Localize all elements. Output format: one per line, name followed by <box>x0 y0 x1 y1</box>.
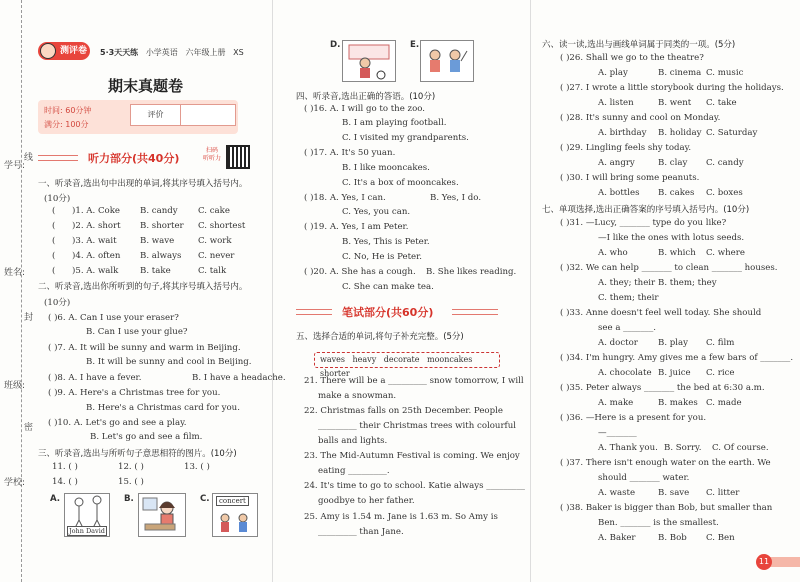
picture-d <box>342 40 396 82</box>
q34-opt-c: C. rice <box>706 368 735 378</box>
q21-b: make a snowman. <box>318 391 397 401</box>
q30-question: ( )30. I will bring some peanuts. <box>560 173 700 183</box>
word-bank: waves heavy decorate mooncakes shorter <box>314 352 500 368</box>
q21-a: 21. There will be a _________ snow tomorrow, I will <box>304 376 524 386</box>
page-number: 11 <box>756 554 772 570</box>
q35-a: ( )35. Peter always _______ the bed at 6:30 a.m. <box>560 383 765 393</box>
q10-b: B. Let's go and see a film. <box>90 432 203 442</box>
secret-mark: 密 <box>24 423 34 433</box>
answer-bracket[interactable]: ( <box>52 206 56 216</box>
q37-a: ( )37. There isn't enough water on the earth. We <box>560 458 771 468</box>
q30-option: A. bottles <box>598 188 640 198</box>
q38-b: Ben. _______ is the smallest. <box>598 518 719 528</box>
q24-a: 24. It's time to go to school. Katie always _________ <box>304 481 525 491</box>
q34-opt-b: B. juice <box>658 368 691 378</box>
s1-option: C. cake <box>198 206 230 216</box>
mascot-icon <box>40 43 56 59</box>
cut-line <box>21 0 22 582</box>
pic-a-caption: John David <box>69 527 105 535</box>
q31-opt-c: C. where <box>706 248 745 258</box>
s1-option: )2. A. short <box>72 221 121 231</box>
class-label: 班级: <box>4 381 26 391</box>
s3-title: 三、听录音,选出与所听句子意思相符的图片。(10分) <box>38 449 237 459</box>
football-player-icon <box>343 41 395 81</box>
q18-c: C. Yes, you can. <box>342 207 411 217</box>
q20-c: C. She can make tea. <box>342 282 434 292</box>
q28-option: A. birthday <box>598 128 647 138</box>
q33-opt-b: B. play <box>658 338 689 348</box>
q30-option: C. boxes <box>706 188 743 198</box>
q37-b: should _______ water. <box>598 473 690 483</box>
edition-label: XS <box>233 48 244 57</box>
pic-label-e: E. <box>410 40 420 50</box>
s1-option: C. shortest <box>198 221 246 231</box>
s1-option: )5. A. walk <box>72 266 119 276</box>
listening-heading: 听力部分(共40分) <box>88 152 180 165</box>
subject-label: 小学英语 <box>145 48 178 57</box>
q36-opt-b: B. Sorry. <box>664 443 702 453</box>
q37-opt-a: A. waste <box>598 488 636 498</box>
q22-b: _________ their Christmas trees with colourful <box>318 421 517 431</box>
s4-title: 四、听录音,选出正确的答语。(10分) <box>296 92 436 102</box>
q36-opt-c: C. Of course. <box>712 443 769 453</box>
q32-opt-b: B. them; they <box>658 278 717 288</box>
time-limit: 时间: 60分钟 <box>44 106 92 115</box>
q11: 11. ( ) <box>52 462 78 472</box>
q38-opt-c: C. Ben <box>706 533 735 543</box>
q36-b: —_______ <box>598 428 637 438</box>
s1-option: C. talk <box>198 266 227 276</box>
heading-ornament <box>38 155 78 161</box>
exam-badge <box>38 42 90 60</box>
q15: 15. ( ) <box>118 477 144 487</box>
q31-opt-b: B. which <box>658 248 696 258</box>
q9-b: B. Here's a Christmas card for you. <box>86 403 240 413</box>
q22-a: 22. Christmas falls on 25th December. People <box>304 406 503 416</box>
picture-a <box>64 493 110 537</box>
q33-opt-a: A. doctor <box>598 338 638 348</box>
q8-a: ( )8. A. I have a fever. <box>48 373 142 383</box>
s1-score: (10分) <box>44 194 71 204</box>
name-label: 姓名: <box>4 268 26 278</box>
q32-opt-a: A. they; their <box>598 278 656 288</box>
badge-text: 测评卷 <box>60 46 88 56</box>
q25-a: 25. Amy is 1.54 m. Jane is 1.63 m. So Amy is <box>304 512 498 522</box>
s2-title: 二、听录音,选出你所听到的句子,将其序号填入括号内。 <box>38 282 248 292</box>
qr-code-icon[interactable] <box>226 145 250 169</box>
s1-title: 一、听录音,选出句中出现的单词,将其序号填入括号内。 <box>38 179 248 189</box>
q29-question: ( )29. Lingling feels shy today. <box>560 143 692 153</box>
written-heading: 笔试部分(共60分) <box>342 306 434 319</box>
q23-a: 23. The Mid-Autumn Festival is coming. We enjoy <box>304 451 520 461</box>
s6-title: 六、读一读,选出与画线单词属于同类的一项。(5分) <box>542 40 736 50</box>
s7-title: 七、单项选择,选出正确答案的序号填入括号内。(10分) <box>542 205 750 215</box>
s1-option: C. work <box>198 236 232 246</box>
q35-opt-a: A. make <box>598 398 634 408</box>
pic-label-a: A. <box>50 494 61 504</box>
heading-ornament <box>452 309 498 315</box>
s1-option: C. never <box>198 251 235 261</box>
q29-option: C. candy <box>706 158 744 168</box>
q7-a: ( )7. A. It will be sunny and warm in Beijing. <box>48 343 241 353</box>
q30-option: B. cakes <box>658 188 695 198</box>
pic-label-b: B. <box>124 494 134 504</box>
answer-bracket[interactable]: ( <box>52 266 56 276</box>
q16-c: C. I visited my grandparents. <box>342 133 469 143</box>
q32-a: ( )32. We can help _______ to clean _______ houses. <box>560 263 778 273</box>
q28-question: ( )28. It's sunny and cool on Monday. <box>560 113 721 123</box>
column-divider <box>530 0 531 582</box>
q12: 12. ( ) <box>118 462 144 472</box>
header-info <box>100 47 244 58</box>
q9-a: ( )9. A. Here's a Christmas tree for you. <box>48 388 221 398</box>
page-title: 期末真题卷 <box>108 77 184 95</box>
q14: 14. ( ) <box>52 477 78 487</box>
children-waving-icon <box>421 41 473 81</box>
q29-option: B. clay <box>658 158 688 168</box>
binding-margin <box>0 0 36 582</box>
q23-b: eating _________. <box>318 466 390 476</box>
q34-opt-a: A. chocolate <box>598 368 652 378</box>
q28-option: C. Saturday <box>706 128 758 138</box>
q27-option: A. listen <box>598 98 634 108</box>
picture-b <box>138 493 186 537</box>
qr-label: 扫码 听听力 <box>203 147 222 162</box>
q10-a: ( )10. A. Let's go and see a play. <box>48 418 187 428</box>
q26-option: B. cinema <box>658 68 702 78</box>
student-id-label: 学号: <box>4 161 26 171</box>
q19-a: ( )19. A. Yes, I am Peter. <box>304 222 409 232</box>
q22-c: balls and lights. <box>318 436 388 446</box>
q26-option: A. play <box>598 68 628 78</box>
q28-option: B. holiday <box>658 128 702 138</box>
q27-option: B. went <box>658 98 692 108</box>
q19-c: C. No, He is Peter. <box>342 252 423 262</box>
s1-option: B. shorter <box>140 221 184 231</box>
q20-a: ( )20. A. She has a cough. <box>304 267 416 277</box>
heading-ornament <box>296 309 332 315</box>
q16-a: ( )16. A. I will go to the zoo. <box>304 104 425 114</box>
q38-opt-a: A. Baker <box>598 533 636 543</box>
q25-b: _________ than Jane. <box>318 527 404 537</box>
evaluation-table <box>130 104 236 126</box>
line-mark: 线 <box>24 153 34 163</box>
q19-b: B. Yes, This is Peter. <box>342 237 430 247</box>
q18-a: ( )18. A. Yes, I can. <box>304 193 386 203</box>
q36-opt-a: A. Thank you. <box>598 443 658 453</box>
pic-label-c: C. <box>200 494 210 504</box>
q33-b: see a _______. <box>598 323 656 333</box>
q33-a: ( )33. Anne doesn't feel well today. She should <box>560 308 762 318</box>
picture-c <box>212 493 258 537</box>
q20-b: B. She likes reading. <box>426 267 517 277</box>
q37-opt-b: B. save <box>658 488 690 498</box>
answer-bracket[interactable]: ( <box>52 251 56 261</box>
q27-option: C. take <box>706 98 737 108</box>
seal-mark: 封 <box>24 313 34 323</box>
q6-b: B. Can I use your glue? <box>86 327 188 337</box>
sick-girl-icon <box>139 494 185 536</box>
q29-option: A. angry <box>598 158 635 168</box>
q17-c: C. It's a box of mooncakes. <box>342 178 459 188</box>
q38-opt-b: B. Bob <box>658 533 687 543</box>
q7-b: B. It will be sunny and cool in Beijing. <box>86 357 252 367</box>
answer-bracket[interactable]: ( <box>52 236 56 246</box>
q17-b: B. I like mooncakes. <box>342 163 430 173</box>
q17-a: ( )17. A. It's 50 yuan. <box>304 148 396 158</box>
q33-opt-c: C. film <box>706 338 735 348</box>
s1-option: )3. A. wait <box>72 236 117 246</box>
q35-opt-c: C. made <box>706 398 742 408</box>
q31-opt-a: A. who <box>598 248 628 258</box>
school-label: 学校: <box>4 478 26 488</box>
q26-option: C. music <box>706 68 744 78</box>
full-score: 满分: 100分 <box>44 120 89 129</box>
s1-option: )4. A. often <box>72 251 121 261</box>
s1-option: )1. A. Coke <box>72 206 120 216</box>
q16-b: B. I am playing football. <box>342 118 447 128</box>
answer-bracket[interactable]: ( <box>52 221 56 231</box>
s5-title: 五、选择合适的单词,将句子补充完整。(5分) <box>296 332 464 342</box>
s1-option: B. candy <box>140 206 178 216</box>
s2-score: (10分) <box>44 298 71 308</box>
picture-e <box>420 40 474 82</box>
q26-question: ( )26. Shall we go to the theatre? <box>560 53 704 63</box>
s1-option: B. always <box>140 251 182 261</box>
s1-option: B. wave <box>140 236 175 246</box>
q38-a: ( )38. Baker is bigger than Bob, but smaller than <box>560 503 773 513</box>
q37-opt-c: C. litter <box>706 488 740 498</box>
s1-option: B. take <box>140 266 171 276</box>
q27-question: ( )27. I wrote a little storybook during the holidays. <box>560 83 784 93</box>
pic-label-d: D. <box>330 40 341 50</box>
q34-a: ( )34. I'm hungry. Amy gives me a few bars of _______. <box>560 353 794 363</box>
q18-b: B. Yes, I do. <box>430 193 482 203</box>
q24-b: goodbye to her father. <box>318 496 415 506</box>
series-label: 5·3天天练 <box>100 48 139 57</box>
pic-c-sign: concert <box>216 496 249 506</box>
column-divider <box>272 0 273 582</box>
q8-b: B. I have a headache. <box>192 373 286 383</box>
q35-opt-b: B. makes <box>658 398 698 408</box>
q13: 13. ( ) <box>184 462 210 472</box>
evaluation-label: 评价 <box>131 105 181 125</box>
q36-a: ( )36. —Here is a present for you. <box>560 413 707 423</box>
grade-label: 六年级上册 <box>185 48 226 57</box>
q31-a: ( )31. —Lucy, _______ type do you like? <box>560 218 727 228</box>
evaluation-field[interactable] <box>181 105 235 125</box>
q6-a: ( )6. A. Can I use your eraser? <box>48 313 179 323</box>
q31-b: —I like the ones with lotus seeds. <box>598 233 745 243</box>
q32-opt-c: C. them; their <box>598 293 659 303</box>
